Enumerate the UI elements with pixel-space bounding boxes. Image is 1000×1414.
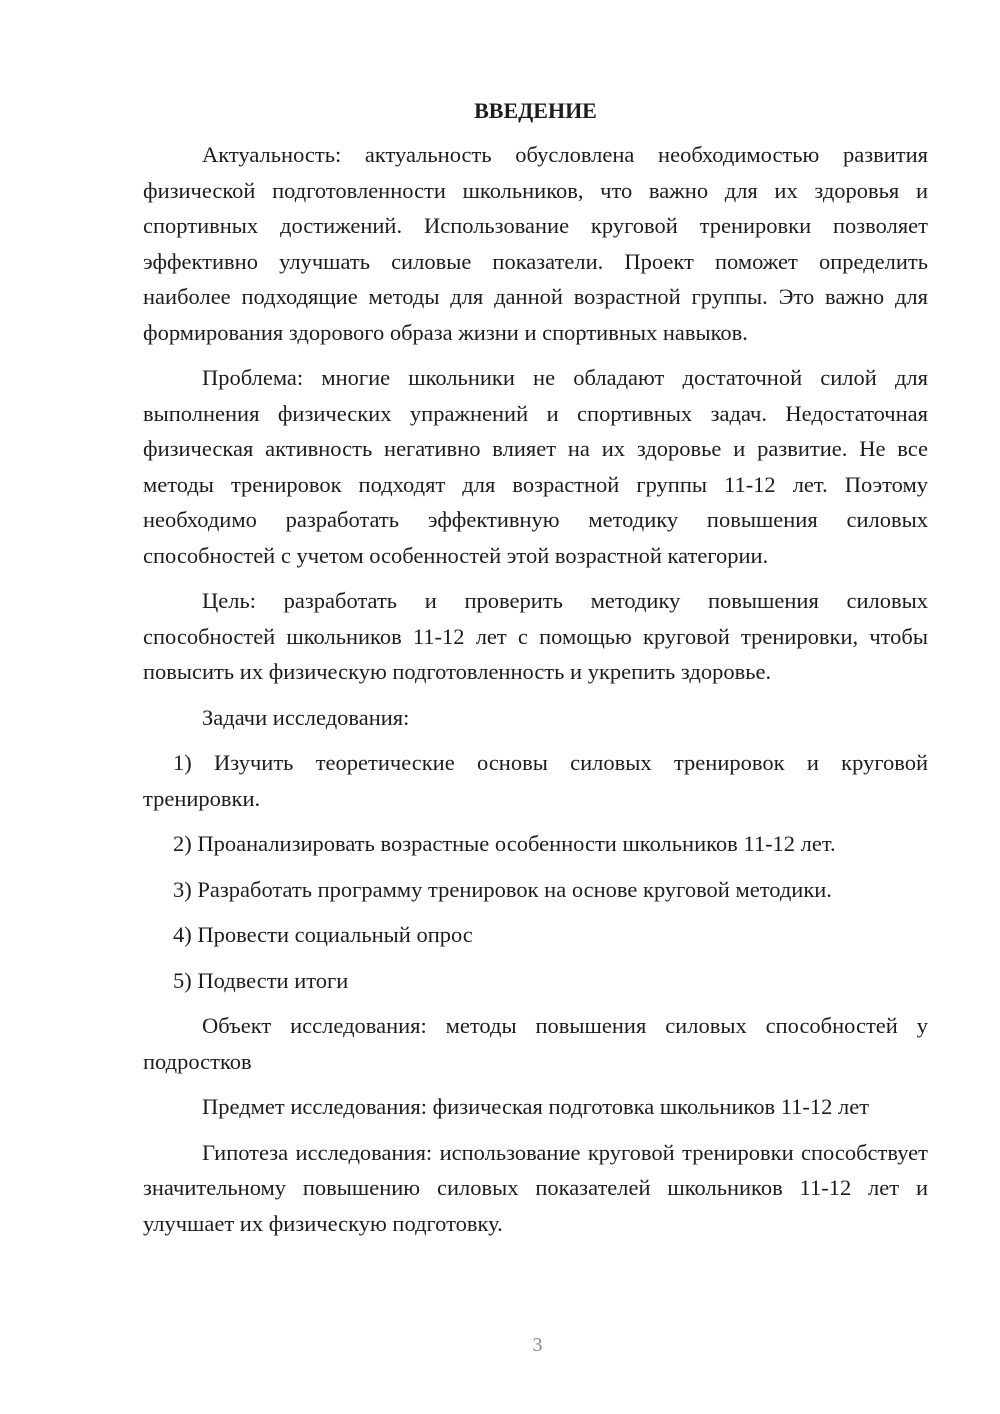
paragraph-object: Объект исследования: методы повышения силовых способностей у подростков bbox=[143, 1013, 928, 1074]
task-item: 2) Проанализировать возрастные особенности школьников 11-12 лет. bbox=[173, 831, 836, 856]
task-item: 5) Подвести итоги bbox=[173, 967, 349, 993]
paragraph-goal: Цель: разработать и проверить методику повышения силовых способностей школьников 11-12 лет с помощью круговой тренировки, чтобы повысить их физическую подготовленность и укрепить здоровье. bbox=[143, 588, 928, 684]
paragraph-problem: Проблема: многие школьники не обладают достаточной силой для выполнения физических упражнений и спортивных задач. Недостаточная физическая активность негативно влияет на их здоровье и развитие. Не все методы тренировок подходят для возрастной группы 11-12 лет. Поэтому необходимо разработать эффективную методику повышения силовых способностей с учетом особенностей этой возрастной категории. bbox=[143, 365, 928, 568]
task-item: 1) Изучить теоретические основы силовых тренировок и круговой тренировки. bbox=[143, 750, 928, 811]
tasks-heading: Задачи исследования: bbox=[202, 704, 410, 730]
paragraph-hypothesis: Гипотеза исследования: использование круговой тренировки способствует значительному повышению силовых показателей школьников 11-12 лет и улучшает их физическую подготовку. bbox=[143, 1139, 928, 1236]
page-number: 3 bbox=[532, 1334, 543, 1356]
page-title: ВВЕДЕНИЕ bbox=[474, 98, 597, 123]
paragraph-subject: Предмет исследования: физическая подготовка школьников 11-12 лет bbox=[202, 1094, 870, 1119]
task-item: 4) Провести социальный опрос bbox=[173, 922, 473, 947]
paragraph-relevance: Актуальность: актуальность обусловлена необходимостью развития физической подготовленности школьников, что важно для их здоровья и спортивных достижений. Использование круговой тренировки позволяет эффективно улучшать силовые показатели. Проект поможет определить наиболее подходящие методы для данной возрастной группы. Это важно для формирования здорового образа жизни и спортивных навыков. bbox=[143, 142, 928, 345]
page-content bbox=[143, 95, 928, 1251]
task-item: 3) Разработать программу тренировок на основе круговой методики. bbox=[173, 876, 832, 902]
